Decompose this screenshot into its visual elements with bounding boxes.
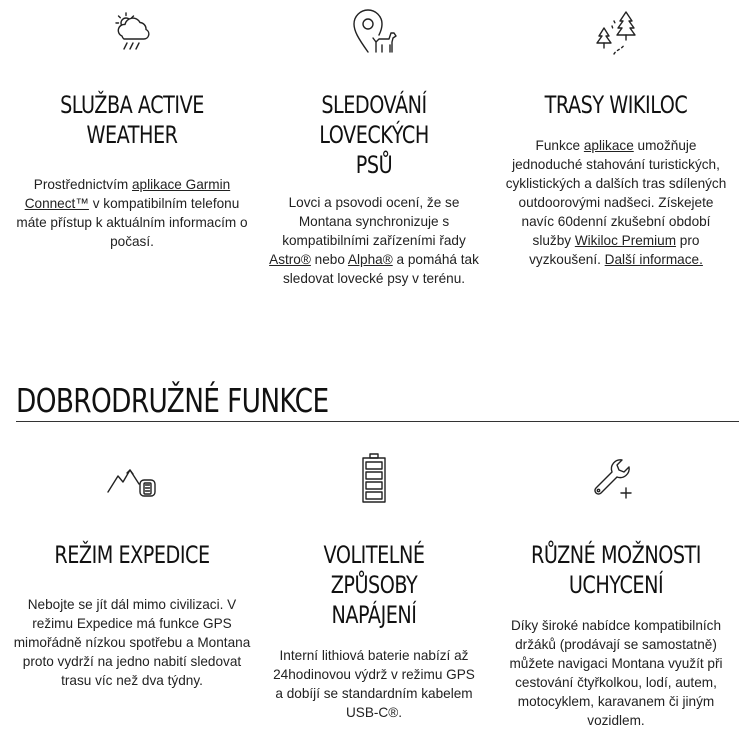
inline-link[interactable]: Další informace. bbox=[604, 252, 703, 267]
feature-mounting-options bbox=[496, 448, 736, 730]
wrench-plus-icon bbox=[588, 454, 644, 504]
feature-title: REŽIM EXPEDICE bbox=[54, 541, 210, 569]
feature-title: TRASY WIKILOC bbox=[544, 91, 688, 119]
feature-title: RŮZNÉ MOŽNOSTI UCHYCENÍ bbox=[531, 541, 701, 599]
feature-title: SLUŽBA ACTIVE WEATHER bbox=[60, 91, 204, 149]
feature-description: Nebojte se jít dál mimo civilizaci. V režimu Expedice má funkce GPS mimořádně nízkou spotřebu a Montana proto vydrží na jedno nabití sledovat trasu víc než dva týdny. bbox=[13, 597, 251, 688]
feature-description: Funkce aplikace umožňuje jednoduché stahování turistických, cyklistických a dalších tras sdílených outdoorovými nadšeci. Získejete navíc 60denní zkušební období služby Wikiloc Premium pro vyzkoušení. Další informace. bbox=[505, 138, 727, 267]
feature-description: Lovci a psovodi ocení, že se Montana synchronizuje s kompatibilními zařízeními řady Astro® nebo Alpha® a pomáhá tak sledovat lovecké psy v terénu. bbox=[269, 195, 479, 286]
weather-cloud-sun-rain-icon bbox=[107, 6, 157, 56]
feature-expedition-mode bbox=[12, 448, 252, 690]
feature-description: Díky široké nabídce kompatibilních držáků (prodávají se samostatně) můžete navigaci Montana využít při cestování čtyřkolkou, lodí, autem, motocyklem, karavanem či jiným vozidlem. bbox=[509, 618, 723, 728]
inline-link[interactable]: Astro® bbox=[269, 252, 311, 267]
inline-link[interactable]: Alpha® bbox=[347, 252, 393, 267]
section-divider bbox=[16, 421, 739, 422]
inline-link[interactable]: aplikace bbox=[583, 138, 634, 153]
feature-wikiloc-trails bbox=[496, 0, 736, 269]
feature-active-weather bbox=[12, 0, 252, 251]
feature-description: Interní lithiová baterie nabízí až 24hodinovou výdrž v režimu GPS a dobíjí se standardním kabelem USB-C®. bbox=[273, 648, 475, 720]
feature-power-options bbox=[254, 448, 494, 722]
section-title: DOBRODRUŽNÉ FUNKCE bbox=[16, 381, 329, 420]
location-pin-dog-icon bbox=[346, 6, 402, 56]
mountains-battery-icon bbox=[104, 454, 160, 504]
inline-link[interactable]: aplikace Garmin Connect™ bbox=[24, 177, 231, 211]
feature-title: VOLITELNÉ ZPŮSOBY NAPÁJENÍ bbox=[323, 541, 425, 629]
feature-description: Prostřednictvím aplikace Garmin Connect™ v kompatibilním telefonu máte přístup k aktuálním informacím o počasí. bbox=[16, 177, 248, 249]
feature-title: SLEDOVÁNÍ LOVECKÝCH PSŮ bbox=[319, 91, 429, 179]
inline-link[interactable]: Wikiloc Premium bbox=[574, 233, 677, 248]
trees-trail-icon bbox=[588, 6, 644, 56]
feature-dog-tracking bbox=[254, 0, 494, 288]
battery-full-icon bbox=[349, 450, 399, 506]
